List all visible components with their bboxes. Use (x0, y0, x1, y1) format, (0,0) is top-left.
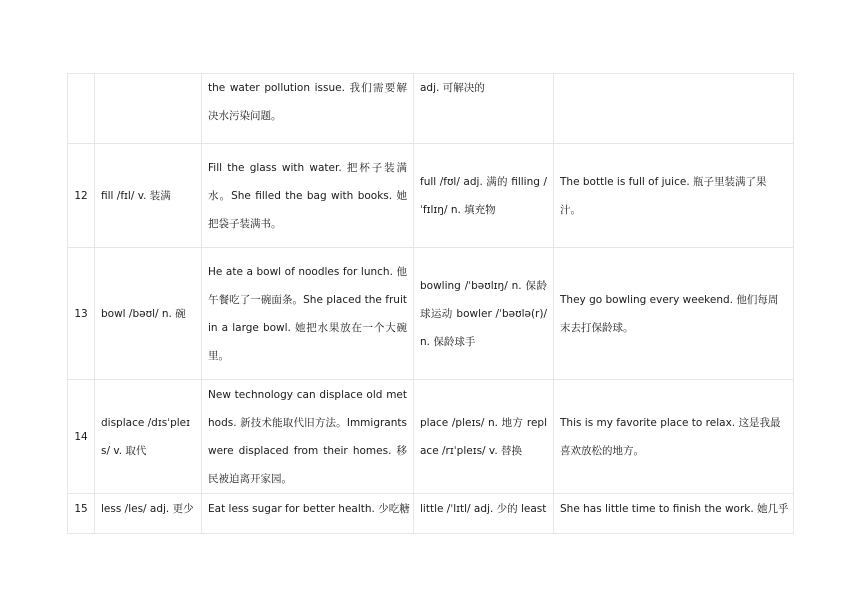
sentence-cell: The bottle is full of juice. 瓶子里装满了果汁。 (554, 144, 794, 248)
example-cell: Fill the glass with water. 把杯子装满水。She filled the bag with books. 她把袋子装满书。 (202, 144, 414, 248)
word-cell: bowl /bəʊl/ n. 碗 (95, 248, 202, 380)
example-cell: Eat less sugar for better health. 少吃糖 (202, 494, 414, 534)
sentence-cell: They go bowling every weekend. 他们每周末去打保龄球。 (554, 248, 794, 380)
related-words-cell: bowling /ˈbəʊlɪŋ/ n. 保龄球运动 bowler /ˈbəʊlə(r)/ n. 保龄球手 (414, 248, 554, 380)
table-row (68, 248, 794, 380)
sentence-cell: She has little time to finish the work. 她几乎 (554, 494, 794, 534)
related-words-cell: adj. 可解决的 (414, 74, 554, 144)
related-words-cell: little /ˈlɪtl/ adj. 少的 least (414, 494, 554, 534)
related-words-cell: full /fʊl/ adj. 满的 filling /ˈfɪlɪŋ/ n. 填充物 (414, 144, 554, 248)
row-number-cell (68, 74, 95, 144)
example-cell: He ate a bowl of noodles for lunch. 他午餐吃了一碗面条。She placed the fruit in a large bowl. 她把水果放在一个大碗里。 (202, 248, 414, 380)
row-number-cell: 13 (68, 248, 95, 380)
word-cell: displace /dɪsˈpleɪs/ v. 取代 (95, 380, 202, 494)
sentence-cell: This is my favorite place to relax. 这是我最喜欢放松的地方。 (554, 380, 794, 494)
table-row (68, 380, 794, 494)
example-cell: the water pollution issue. 我们需要解决水污染问题。 (202, 74, 414, 144)
sentence-cell (554, 74, 794, 144)
vocabulary-table (67, 73, 794, 534)
row-number-cell: 12 (68, 144, 95, 248)
related-words-cell: place /pleɪs/ n. 地方 replace /rɪˈpleɪs/ v. 替换 (414, 380, 554, 494)
word-cell: fill /fɪl/ v. 装满 (95, 144, 202, 248)
example-cell: New technology can displace old methods. 新技术能取代旧方法。Immigrants were displaced from their homes. 移民被迫离开家园。 (202, 380, 414, 494)
word-cell (95, 74, 202, 144)
table-row (68, 144, 794, 248)
table-row (68, 494, 794, 534)
row-number-cell: 15 (68, 494, 95, 534)
row-number-cell: 14 (68, 380, 95, 494)
table-row (68, 74, 794, 144)
word-cell: less /les/ adj. 更少 (95, 494, 202, 534)
